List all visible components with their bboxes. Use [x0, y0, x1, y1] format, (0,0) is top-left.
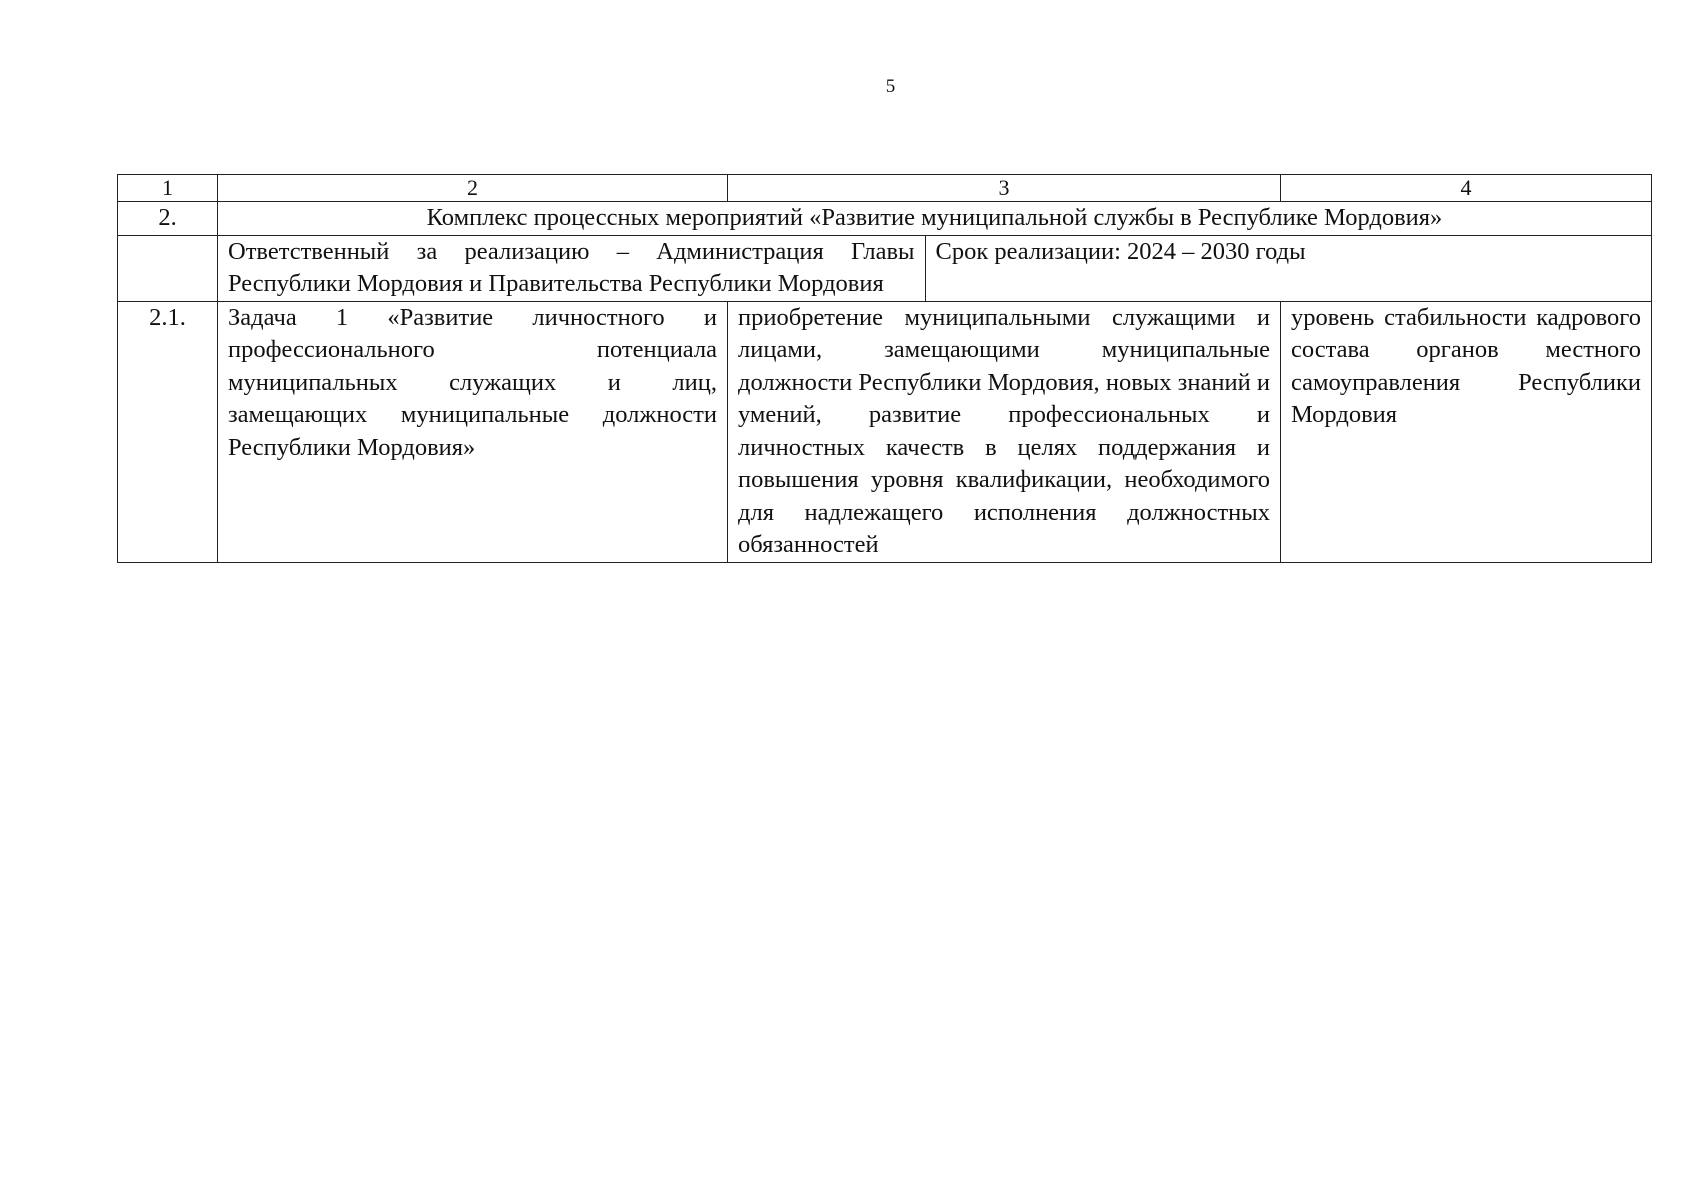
column-number-1: 1	[118, 175, 218, 202]
info-row-number-cell	[118, 235, 218, 301]
table-row	[118, 301, 1652, 562]
column-number-2: 2	[218, 175, 728, 202]
indicator-cell: уровень стабильности кадрового состава органов местного самоуправления Республики Мордовия	[1281, 301, 1652, 562]
column-number-row	[118, 175, 1652, 202]
section-number: 2.	[118, 202, 218, 236]
row-number: 2.1.	[118, 301, 218, 562]
measures-table	[117, 174, 1652, 563]
task-cell: Задача 1 «Развитие личностного и профессионального потенциала муниципальных служащих и лиц, замещающих муниципальные должности Республики Мордовия»	[218, 301, 728, 562]
info-row	[118, 235, 1652, 301]
result-cell: приобретение муниципальными служащими и лицами, замещающими муниципальные должности Республики Мордовия, новых знаний и умений, развитие профессиональных и личностных качеств в целях поддержания и повышения уровня квалификации, необходимого для надлежащего исполнения должностных обязанностей	[728, 301, 1281, 562]
column-number-3: 3	[728, 175, 1281, 202]
info-merged-cell	[218, 235, 1652, 301]
section-title: Комплекс процессных мероприятий «Развитие муниципальной службы в Республике Мордовия»	[218, 202, 1652, 236]
section-row	[118, 202, 1652, 236]
column-number-4: 4	[1281, 175, 1652, 202]
page-number: 5	[885, 76, 896, 97]
responsible-cell: Ответственный за реализацию – Администрация Главы Республики Мордовия и Правительства Республики Мордовия	[218, 236, 925, 301]
info-inner-table	[218, 236, 1652, 301]
period-cell: Срок реализации: 2024 – 2030 годы	[935, 237, 1306, 265]
